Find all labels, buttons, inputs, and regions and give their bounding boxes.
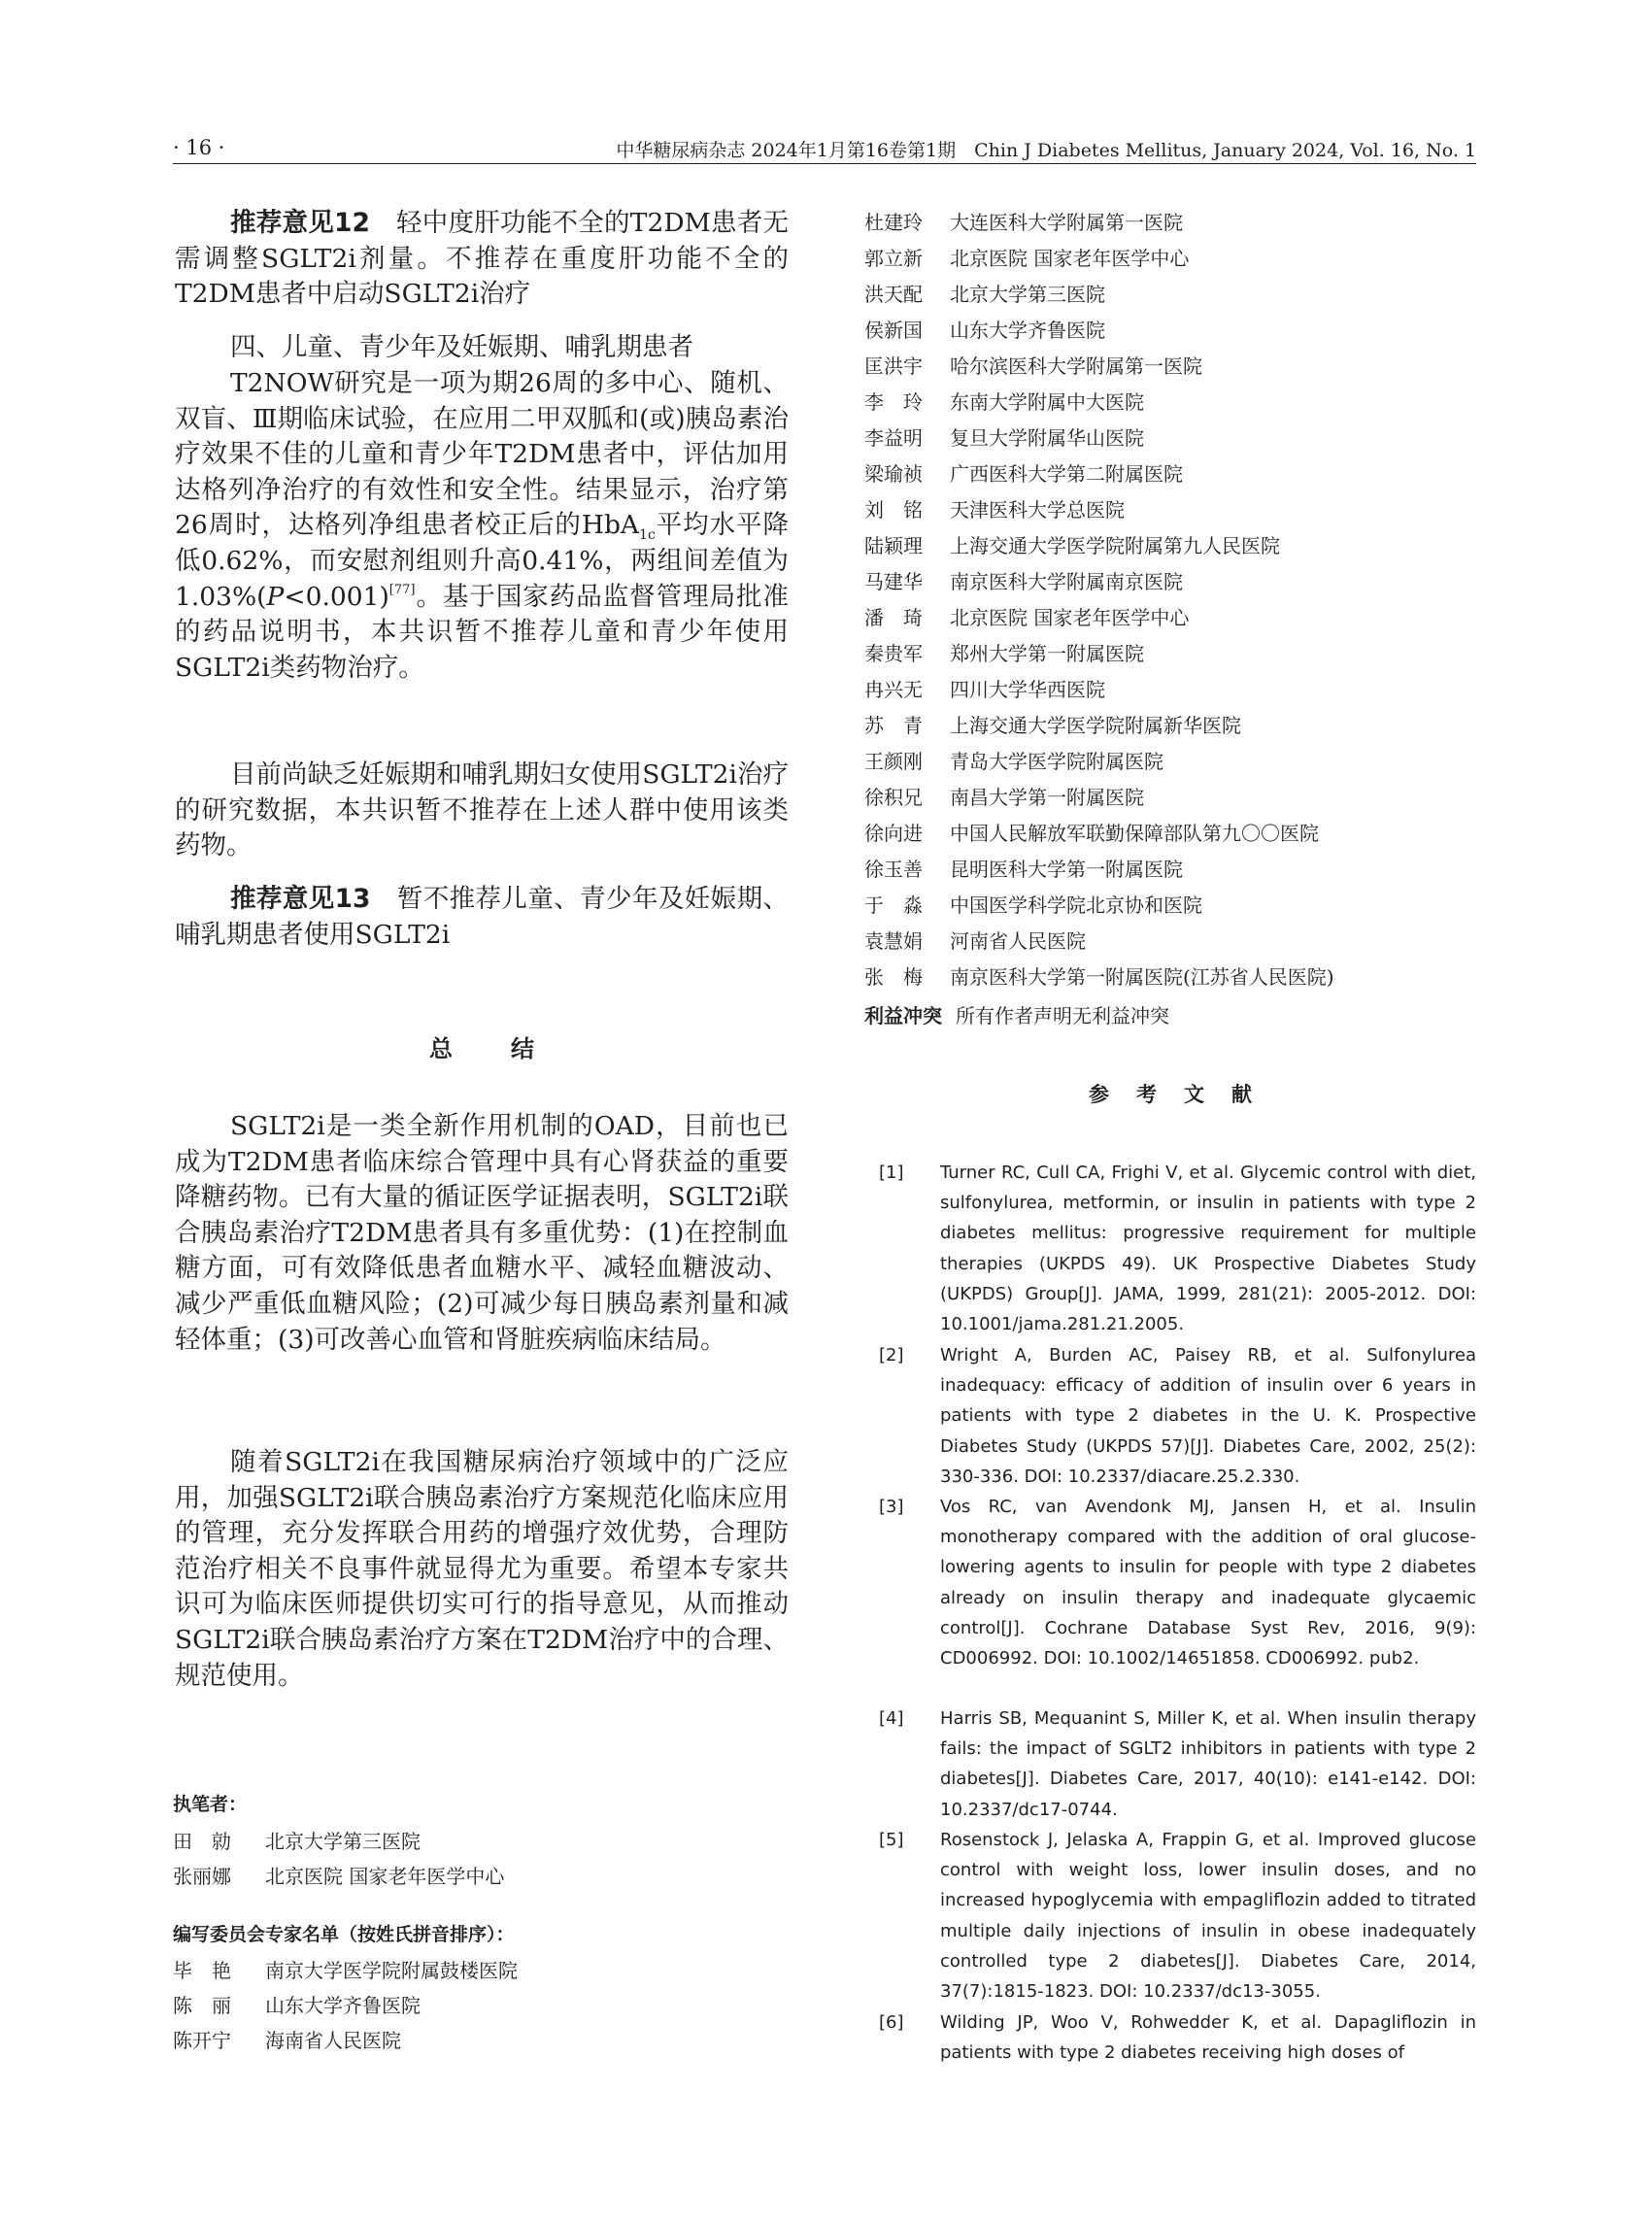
reference-item [879,2007,1476,2068]
member-name: 徐向进 [864,822,923,845]
member-name: 潘 琦 [864,606,923,629]
reference-item [879,1340,1476,1492]
member-affiliation: 哈尔滨医科大学附属第一医院 [950,354,1202,378]
member-name: 秦贵军 [864,642,923,665]
reference-number: [2] [879,1345,904,1365]
committee-row [864,602,1189,631]
reference-number: [1] [879,1163,904,1183]
recommendation-13 [175,882,789,953]
writer-affiliation: 北京医院 国家老年医学中心 [265,1865,505,1888]
reference-item [879,1825,1476,2006]
member-affiliation: 南京医科大学附属南京医院 [950,570,1183,593]
member-affiliation: 上海交通大学医学院附属新华医院 [950,714,1241,737]
rec13-label: 推荐意见13 [230,884,371,914]
committee-row [864,530,1280,559]
p1-text-c: <0.001) [284,581,389,612]
member-affiliation: 河南省人民医院 [950,929,1086,953]
member-affiliation: 山东大学齐鲁医院 [265,1994,421,2017]
coi-text: 所有作者声明无利益冲突 [956,1004,1169,1028]
committee-row [864,494,1125,523]
committee-row [864,638,1144,667]
rec12-text: 轻中度肝功能不全的T2DM患者无需调整SGLT2i剂量。不推荐在重度肝功能不全的T2DM患者中启动SGLT2i治疗 [175,208,789,310]
reference-number: [5] [879,1830,904,1850]
reference-text: Rosenstock J, Jelaska A, Frappin G, et al. Improved glucose control with weight loss, lower insulin doses, and no increased hypoglycemia with empagliflozin added to titrated multiple daily injections of insulin in obese inadequately controlled type 2 diabetes[J]. Diabetes Care, 2014, 37(7):1815-1823. DOI: 10.2337/dc13-3055. [940,1830,1476,2003]
writer-name: 张丽娜 [173,1865,231,1888]
p-value-symbol: P [266,581,285,612]
member-name: 梁瑜祯 [864,462,923,486]
member-affiliation: 山东大学齐鲁医院 [950,319,1105,342]
committee-row [864,207,1183,236]
references-heading: 参考文献 [1089,1083,1279,1106]
committee-row [864,854,1183,883]
conflict-of-interest [864,1000,1169,1028]
member-name: 侯新国 [864,319,923,342]
p1-text-b: 平均水平降低0.62%，而安慰剂组则升高0.41%，两组间差值为1.03%( [175,510,790,612]
member-affiliation: 青岛大学医学院附属医院 [950,750,1163,773]
member-name: 李益明 [864,426,923,450]
member-affiliation: 南昌大学第一附属医院 [950,786,1144,809]
member-affiliation: 郑州大学第一附属医院 [950,642,1144,665]
header-rule [173,163,1476,164]
member-name: 徐积兄 [864,786,923,809]
member-name: 冉兴无 [864,678,923,701]
summary-heading: 总结 [429,1035,592,1062]
committee-row [864,243,1189,272]
p1-text-a: T2NOW研究是一项为期26周的多中心、随机、双盲、Ⅲ期临床试验，在应用二甲双胍和(或)胰岛素治疗效果不佳的儿童和青少年T2DM患者中，评估加用达格列净治疗的有效性和安全性。结果显示，治疗第26周时，达格列净组患者校正后的HbA [175,368,789,541]
committee-row [173,1955,518,1984]
member-name: 王颜刚 [864,750,923,773]
committee-row [864,458,1183,488]
member-name: 于 淼 [864,893,923,917]
committee-row [864,710,1241,739]
reference-text: Wilding JP, Woo V, Rohwedder K, et al. Dapagliflozin in patients with type 2 diabetes receiving high doses of [940,2012,1476,2064]
member-name: 苏 青 [864,714,923,737]
committee-row [864,782,1144,811]
member-affiliation: 北京大学第三医院 [950,283,1105,306]
reference-text: Harris SB, Mequanint S, Miller K, et al. When insulin therapy fails: the impact of SGLT2 inhibitors in patients with type 2 diabetes[J]. Diabetes Care, 2017, 40(10): e141-e142. DOI: 10.2337/dc17-0744. [940,1708,1476,1820]
committee-row [864,818,1319,847]
committee-row [864,422,1144,452]
committee-row [864,315,1105,344]
writer-row [173,1826,421,1855]
member-affiliation: 上海交通大学医学院附属第九人民医院 [950,534,1280,557]
committee-row [864,566,1183,595]
committee-row [864,351,1202,380]
member-affiliation: 海南省人民医院 [265,2029,401,2052]
paragraph-t2now [175,366,789,686]
member-name: 毕 艳 [173,1959,231,1982]
member-name: 陈开宁 [173,2029,231,2052]
member-affiliation: 东南大学附属中大医院 [950,390,1144,414]
member-name: 陈 丽 [173,1994,231,2017]
member-name: 郭立新 [864,247,923,270]
member-name: 李 玲 [864,390,923,414]
member-affiliation: 天津医科大学总医院 [950,498,1125,522]
committee-row [864,387,1144,416]
rec12-label: 推荐意见12 [230,208,370,238]
summary-paragraph-2: 随着SGLT2i在我国糖尿病治疗领域中的广泛应用，加强SGLT2i联合胰岛素治疗方案规范化临床应用的管理，充分发挥联合用药的增强疗效优势，合理防范治疗相关不良事件就显得尤为重要。希望本专家共识可为临床医师提供切实可行的指导意见，从而推动SGLT2i联合胰岛素治疗方案在T2DM治疗中的合理、规范使用。 [175,1447,789,1691]
reference-item [879,1703,1476,1825]
summary-paragraph-1: SGLT2i是一类全新作用机制的OAD，目前也已成为T2DM患者临床综合管理中具有心肾获益的重要降糖药物。已有大量的循证医学证据表明，SGLT2i联合胰岛素治疗T2DM患者具有多重优势：(1)在控制血糖方面，可有效降低患者血糖水平、减轻血糖波动、减少严重低血糖风险；(2)可减少每日胰岛素剂量和减轻体重；(3)可改善心血管和肾脏疾病临床结局。 [175,1111,789,1355]
committee-row [864,961,1334,991]
journal-citation: 中华糖尿病杂志 2024年1月第16卷第1期 Chin J Diabetes Mellitus, January 2024, Vol. 16, No. 1 [616,140,1476,161]
member-name: 张 梅 [864,965,923,989]
member-name: 陆颖理 [864,534,923,557]
committee-row [864,746,1163,775]
running-header [173,136,1476,161]
section-4-heading: 四、儿童、青少年及妊娠期、哺乳期患者 [230,332,693,362]
p1-text-d: 。基于国家药品监督管理局批准的药品说明书，本共识暂不推荐儿童和青少年使用SGLT2i类药物治疗。 [175,581,789,683]
member-affiliation: 中国人民解放军联勤保障部队第九〇〇医院 [950,822,1319,845]
reference-number: [3] [879,1497,904,1517]
citation-77[interactable]: [77] [388,582,416,597]
committee-label: 编写委员会专家名单（按姓氏拼音排序）： [173,1924,515,1945]
member-affiliation: 大连医科大学附属第一医院 [950,211,1183,234]
committee-row [173,1990,421,2019]
page-number: · 16 · [173,136,225,159]
member-affiliation: 四川大学华西医院 [950,678,1105,701]
member-name: 马建华 [864,570,923,593]
writer-name: 田 勍 [173,1830,231,1853]
member-affiliation: 广西医科大学第二附属医院 [950,462,1183,486]
member-name: 袁慧娟 [864,929,923,953]
member-affiliation: 北京医院 国家老年医学中心 [950,606,1190,629]
reference-text: Turner RC, Cull CA, Frighi V, et al. Glycemic control with diet, sulfonylurea, metformin, or insulin in patients with type 2 diabetes mellitus: progressive requirement for multiple therapies (UKPDS 49). UK Prospective Diabetes Study (UKPDS) Group[J]. JAMA, 1999, 281(21): 2005-2012. DOI: 10.1001/jama.281.21.2005. [940,1163,1476,1335]
member-name: 洪天配 [864,283,923,306]
reference-number: [6] [879,2012,904,2033]
committee-row [864,926,1086,955]
writers-label: 执笔者： [173,1794,248,1815]
member-name: 匡洪宇 [864,354,923,378]
member-name: 杜建玲 [864,211,923,234]
member-affiliation: 中国医学科学院北京协和医院 [950,893,1202,917]
writer-row [173,1861,504,1890]
member-name: 徐玉善 [864,858,923,881]
writer-affiliation: 北京大学第三医院 [265,1830,421,1853]
reference-number: [4] [879,1708,904,1729]
rec13-text: 暂不推荐儿童、青少年及妊娠期、哺乳期患者使用SGLT2i [175,884,789,950]
member-affiliation: 南京大学医学院附属鼓楼医院 [265,1959,518,1982]
reference-text: Wright A, Burden AC, Paisey RB, et al. Sulfonylurea inadequacy: efficacy of addition of insulin over 6 years in patients with type 2 diabetes in the U. K. Prospective Diabetes Study (UKPDS 57)[J]. Diabetes Care, 2002, 25(2): 330-336. DOI: 10.2337/diacare.25.2.330. [940,1345,1476,1487]
recommendation-12 [175,206,789,313]
member-affiliation: 昆明医科大学第一附属医院 [950,858,1183,881]
committee-row [173,2025,401,2054]
reference-item [879,1492,1476,1673]
member-affiliation: 南京医科大学第一附属医院(江苏省人民医院) [950,965,1334,989]
coi-label: 利益冲突 [864,1004,942,1028]
committee-row [864,279,1105,308]
paragraph-pregnancy: 目前尚缺乏妊娠期和哺乳期妇女使用SGLT2i治疗的研究数据，本共识暂不推荐在上述人群中使用该类药物。 [175,759,789,861]
member-affiliation: 复旦大学附属华山医院 [950,426,1144,450]
reference-item [879,1158,1476,1339]
member-name: 刘 铭 [864,498,923,522]
committee-row [864,674,1105,703]
hba1c-subscript: 1c [639,527,656,544]
member-affiliation: 北京医院 国家老年医学中心 [950,247,1190,270]
committee-row [864,890,1202,919]
reference-text: Vos RC, van Avendonk MJ, Jansen H, et al. Insulin monotherapy compared with the addition of oral glucose-lowering agents to insulin for people with type 2 diabetes already on insulin therapy and inadequate glycaemic control[J]. Cochrane Database Syst Rev, 2016, 9(9): CD006992. DOI: 10.1002/14651858. CD006992. pub2. [940,1497,1476,1669]
